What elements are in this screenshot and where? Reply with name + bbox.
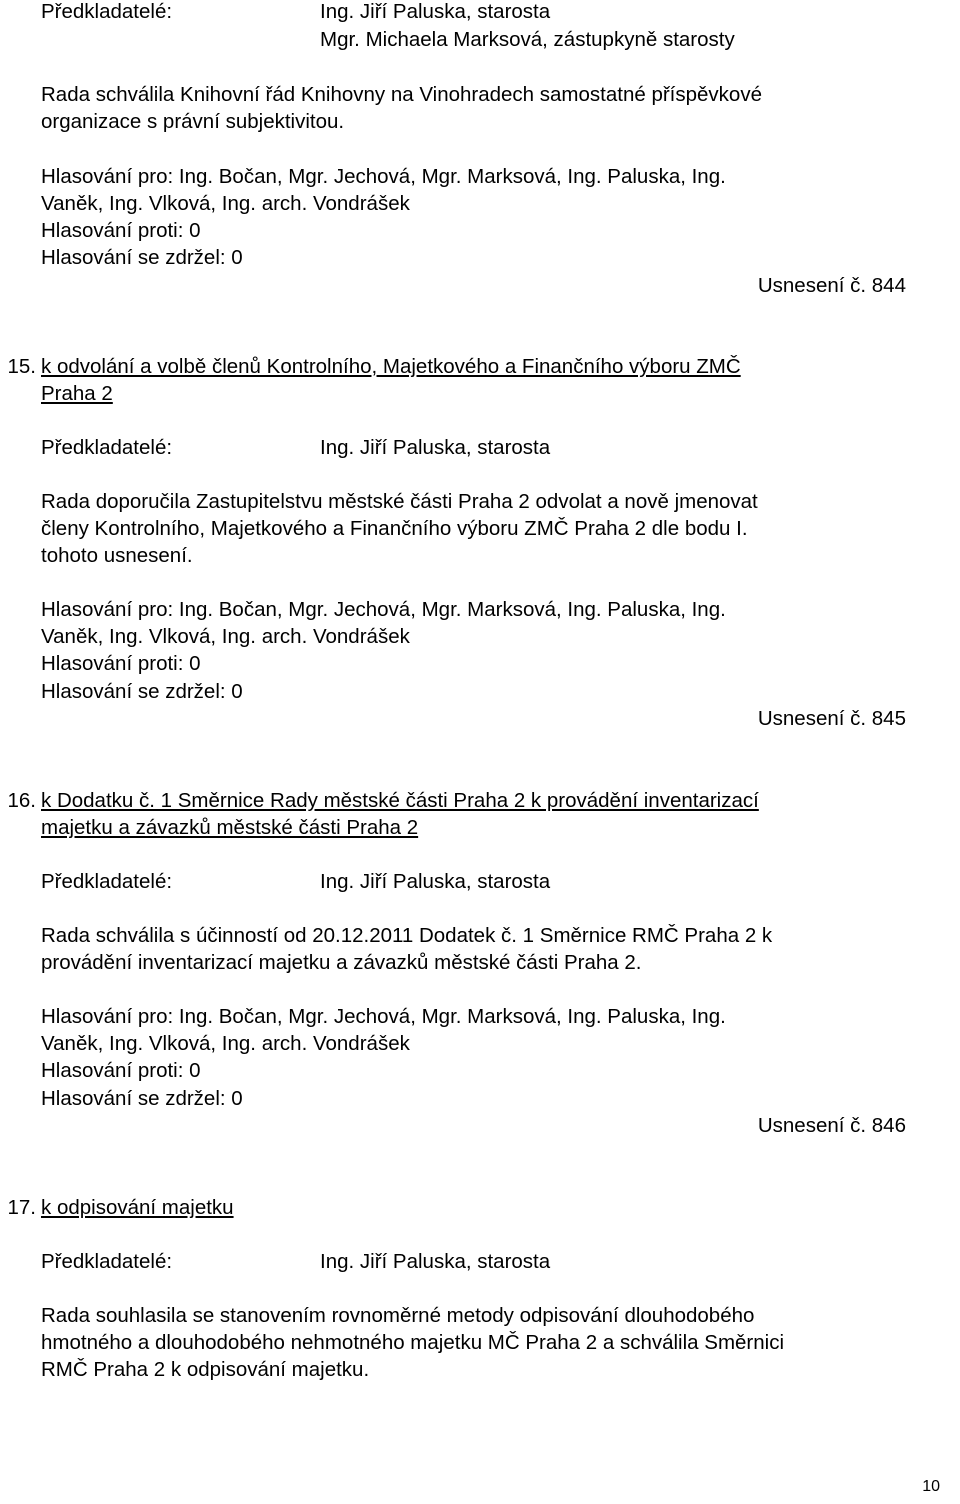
presenter-name: Ing. Jiří Paluska, starosta [320, 0, 551, 23]
vote-for: Hlasování pro: Ing. Bočan, Mgr. Jechová, Mgr. Marksová, Ing. Paluska, Ing. [41, 1005, 726, 1028]
item-number: 17. [7, 1196, 36, 1219]
resolution-text: členy Kontrolního, Majetkového a Finančního výboru ZMČ Praha 2 dle bodu I. [41, 517, 748, 540]
presenter-name: Ing. Jiří Paluska, starosta [320, 436, 551, 459]
item-title: k odvolání a volbě členů Kontrolního, Majetkového a Finančního výboru ZMČ [41, 355, 741, 378]
presenters-label: Předkladatelé: [41, 870, 173, 893]
resolution-text: hmotného a dlouhodobého nehmotného majetku MČ Praha 2 a schválila Směrnici [41, 1331, 785, 1354]
resolution-text: Rada souhlasila se stanovením rovnoměrné metody odpisování dlouhodobého [41, 1304, 755, 1327]
resolution-number: Usnesení č. 846 [757, 1114, 906, 1137]
presenters-label: Předkladatelé: [41, 1250, 173, 1273]
vote-abstain: Hlasování se zdržel: 0 [41, 1087, 243, 1110]
page-number: 10 [922, 1478, 940, 1495]
item-title: majetku a závazků městské části Praha 2 [41, 816, 419, 839]
resolution-text: Rada doporučila Zastupitelstvu městské části Praha 2 odvolat a nově jmenovat [41, 490, 758, 513]
item-title: k odpisování majetku [41, 1196, 234, 1219]
resolution-text: tohoto usnesení. [41, 544, 193, 567]
resolution-text: Rada schválila Knihovní řád Knihovny na Vinohradech samostatné příspěvkové [41, 83, 762, 106]
vote-for: Hlasování pro: Ing. Bočan, Mgr. Jechová, Mgr. Marksová, Ing. Paluska, Ing. [41, 598, 726, 621]
presenter-name: Ing. Jiří Paluska, starosta [320, 1250, 551, 1273]
vote-against: Hlasování proti: 0 [41, 1059, 201, 1082]
item-title: Praha 2 [41, 382, 113, 405]
resolution-number: Usnesení č. 845 [757, 707, 906, 730]
presenter-name: Ing. Jiří Paluska, starosta [320, 870, 551, 893]
resolution-text: RMČ Praha 2 k odpisování majetku. [41, 1358, 370, 1381]
item-title: k Dodatku č. 1 Směrnice Rady městské části Praha 2 k provádění inventarizací [41, 789, 759, 812]
vote-for: Hlasování pro: Ing. Bočan, Mgr. Jechová, Mgr. Marksová, Ing. Paluska, Ing. [41, 165, 726, 188]
resolution-number: Usnesení č. 844 [757, 274, 906, 297]
presenters-label: Předkladatelé: [41, 0, 173, 23]
resolution-text: provádění inventarizací majetku a závazků městské části Praha 2. [41, 951, 642, 974]
vote-against: Hlasování proti: 0 [41, 219, 201, 242]
vote-against: Hlasování proti: 0 [41, 652, 201, 675]
item-number: 15. [7, 355, 36, 378]
presenter-name: Mgr. Michaela Marksová, zástupkyně starosty [320, 28, 735, 51]
vote-abstain: Hlasování se zdržel: 0 [41, 246, 243, 269]
vote-for: Vaněk, Ing. Vlková, Ing. arch. Vondrášek [41, 625, 410, 648]
vote-for: Vaněk, Ing. Vlková, Ing. arch. Vondrášek [41, 192, 410, 215]
vote-abstain: Hlasování se zdržel: 0 [41, 680, 243, 703]
item-number: 16. [7, 789, 36, 812]
vote-for: Vaněk, Ing. Vlková, Ing. arch. Vondrášek [41, 1032, 410, 1055]
presenters-label: Předkladatelé: [41, 436, 173, 459]
resolution-text: Rada schválila s účinností od 20.12.2011 Dodatek č. 1 Směrnice RMČ Praha 2 k [41, 924, 773, 947]
resolution-text: organizace s právní subjektivitou. [41, 110, 345, 133]
